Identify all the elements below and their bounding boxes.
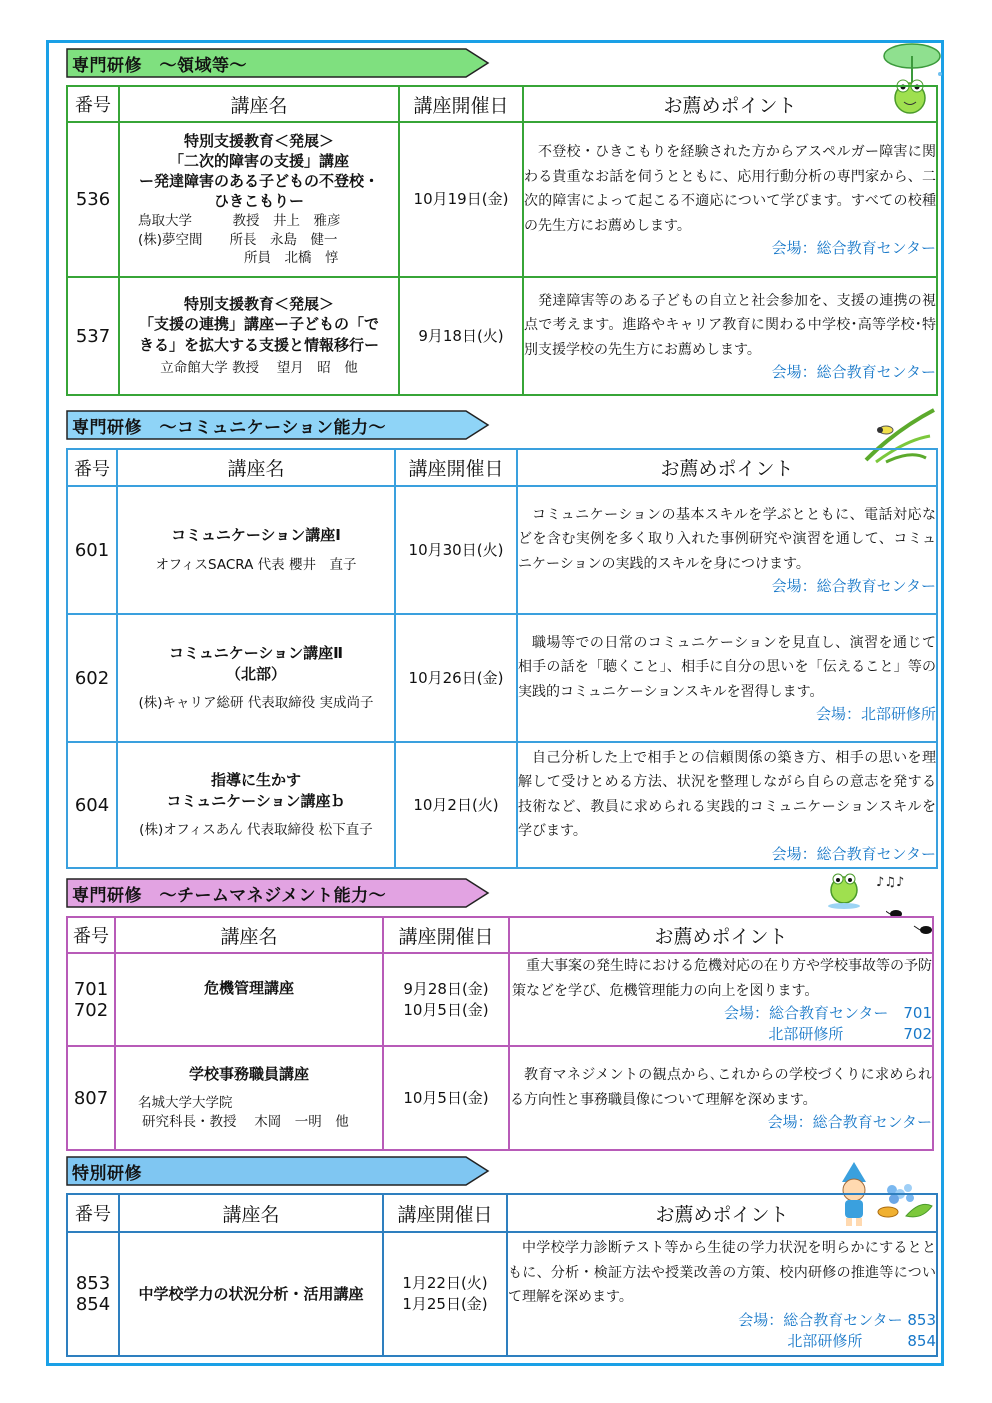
course-date: 1月22日(火) 1月25日(金)	[383, 1232, 507, 1356]
venue-text: 会場：北部研修所	[815, 705, 936, 724]
header-course: 講座名	[119, 1194, 383, 1232]
header-num: 番号	[67, 449, 117, 486]
course-point: 重大事案の発生時における危機対応の在り方や学校事故等の予防策などを学び、危機管理能力の向上を図ります。 会場：総合教育センター 701 北部研修所 702	[509, 953, 933, 1046]
section-banner-team-management	[66, 878, 490, 908]
course-name: コミュニケーション講座Ⅰ オフィスSACRA 代表 櫻井 直子	[117, 486, 395, 614]
course-table-special	[66, 1193, 938, 1357]
course-point: 発達障害等のある子どもの自立と社会参加を、支援の連携の視点で考えます。進路やキャリア教育に関わる中学校･高等学校･特別支援学校の先生方にお薦めします。 会場：総合教育センター	[523, 277, 937, 395]
course-date: 10月30日(火)	[395, 486, 517, 614]
instructor-list: オフィスSACRA 代表 櫻井 直子	[155, 556, 357, 573]
header-course: 講座名	[119, 86, 399, 122]
table-row	[67, 486, 937, 614]
venue-text: 会場：総合教育センター 701	[723, 1004, 932, 1022]
instructor-list: (株)オフィスあん 代表取締役 松下直子	[139, 821, 373, 838]
venue-text: 北部研修所 702	[768, 1025, 932, 1043]
section-title: 専門研修 ～コミュニケーション能力～	[72, 418, 386, 438]
course-point: 教育マネジメントの観点から､これからの学校づくりに求められる方向性と事務職員像について理解を深めます。 会場：総合教育センター	[509, 1046, 933, 1150]
header-course: 講座名	[115, 917, 383, 953]
section-banner-communication	[66, 410, 490, 440]
header-date: 講座開催日	[383, 917, 509, 953]
venue-text: 会場：総合教育センター	[771, 363, 936, 382]
course-name: 指導に生かす コミュニケーション講座ｂ (株)オフィスあん 代表取締役 松下直子	[117, 742, 395, 868]
header-num: 番号	[67, 86, 119, 122]
instructor-list: 鳥取大学 教授 井上 雅彦 (株)夢空間 所長 永島 健一 所員 北橋 惇	[138, 212, 341, 267]
course-date: 10月19日(金)	[399, 122, 523, 277]
course-number: 604	[67, 742, 117, 868]
header-point: お薦めポイント	[523, 86, 937, 122]
header-point: お薦めポイント	[507, 1194, 937, 1232]
course-name: 特別支援教育＜発展＞ 「支援の連携」講座ー子どもの「で きる」を拡大する支援と情報移行ー 立命館大学 教授 望月 昭 他	[119, 277, 399, 395]
course-number: 602	[67, 614, 117, 742]
course-number: 536	[67, 122, 119, 277]
svg-text:♪♫♪: ♪♫♪	[876, 875, 905, 890]
course-name: 中学校学力の状況分析・活用講座	[119, 1232, 383, 1356]
table-row	[67, 742, 937, 868]
course-point: 自己分析した上で相手との信頼関係の築き方、相手の思いを理解して受けとめる方法、状況を整理しながら自らの意志を発する技術など、教員に求められる実践的コミュニケーションスキルを学びます。 会場：総合教育センター	[517, 742, 937, 868]
venue-text: 会場：総合教育センター	[767, 1113, 932, 1131]
course-date: 10月26日(金)	[395, 614, 517, 742]
course-number: 601	[67, 486, 117, 614]
section-banner-special	[66, 1156, 490, 1186]
course-point: コミュニケーションの基本スキルを学ぶとともに、電話対応などを含む実例を多く取り入れた事例研究や演習を通して、コミュニケーションの実践的スキルを身につけます。 会場：総合教育センター	[517, 486, 937, 614]
header-date: 講座開催日	[383, 1194, 507, 1232]
course-number: 537	[67, 277, 119, 395]
venue-text: 北部研修所 854	[787, 1331, 936, 1350]
header-date: 講座開催日	[395, 449, 517, 486]
section-title: 特別研修	[72, 1164, 142, 1184]
course-name: コミュニケーション講座Ⅱ （北部） (株)キャリア総研 代表取締役 実成尚子	[117, 614, 395, 742]
course-date: 9月18日(火)	[399, 277, 523, 395]
table-row	[67, 953, 933, 1046]
header-num: 番号	[67, 1194, 119, 1232]
instructor-list: 立命館大学 教授 望月 昭 他	[160, 359, 358, 376]
table-row	[67, 1046, 933, 1150]
course-point: 不登校・ひきこもりを経験された方からアスペルガー障害に関わる貴重なお話を伺うとともに、応用行動分析の専門家から、二次的障害によって起こる不適応について学びます。すべての校種の先生方にお薦めします。 会場：総合教育センター	[523, 122, 937, 277]
header-date: 講座開催日	[399, 86, 523, 122]
instructor-list: (株)キャリア総研 代表取締役 実成尚子	[138, 694, 374, 711]
course-date: 10月2日(火)	[395, 742, 517, 868]
header-course: 講座名	[117, 449, 395, 486]
course-number: 853 854	[67, 1232, 119, 1356]
course-point: 中学校学力診断テスト等から生徒の学力状況を明らかにするとともに、分析・検証方法や授業改善の方策、校内研修の推進等について理解を深めます。 会場：総合教育センター 853 北部研修所 854	[507, 1232, 937, 1356]
table-row	[67, 614, 937, 742]
venue-text: 会場：総合教育センター	[771, 239, 936, 257]
instructor-list: 名城大学大学院 研究科長・教授 木岡 一明 他	[138, 1095, 349, 1131]
venue-text: 会場：総合教育センター	[771, 844, 936, 863]
header-num: 番号	[67, 917, 115, 953]
course-name: 危機管理講座	[115, 953, 383, 1046]
frog-music-icon	[824, 866, 914, 910]
header-point: お薦めポイント	[517, 449, 937, 486]
section-banner-domain	[66, 48, 490, 78]
course-table-domain	[66, 85, 938, 396]
course-date: 10月5日(金)	[383, 1046, 509, 1150]
venue-text: 会場：総合教育センター 853	[738, 1310, 936, 1329]
table-row	[67, 277, 937, 395]
section-title: 専門研修 ～チームマネジメント能力～	[72, 886, 387, 906]
course-point: 職場等での日常のコミュニケーションを見直し、演習を通じて相手の話を「聴くこと」、相手に自分の思いを「伝えること」等の実践的コミュニケーションスキルを習得します。 会場：北部研修所	[517, 614, 937, 742]
course-date: 9月28日(金) 10月5日(金)	[383, 953, 509, 1046]
table-row	[67, 1232, 937, 1356]
section-title: 専門研修 ～領域等～	[72, 56, 247, 76]
table-row	[67, 122, 937, 277]
course-table-team-management	[66, 916, 934, 1151]
course-number: 807	[67, 1046, 115, 1150]
course-number: 701 702	[67, 953, 115, 1046]
course-name: 特別支援教育＜発展＞ 「二次的障害の支援」講座 ー発達障害のある子どもの不登校・ ひきこもりー 鳥取大学 教授 井上 雅彦 (株)夢空間 所長 永島 健一 所員 北橋 惇	[119, 122, 399, 277]
header-point: お薦めポイント	[509, 917, 933, 953]
course-name: 学校事務職員講座 名城大学大学院 研究科長・教授 木岡 一明 他	[115, 1046, 383, 1150]
venue-text: 会場：総合教育センター	[771, 577, 936, 596]
course-table-communication	[66, 448, 938, 869]
